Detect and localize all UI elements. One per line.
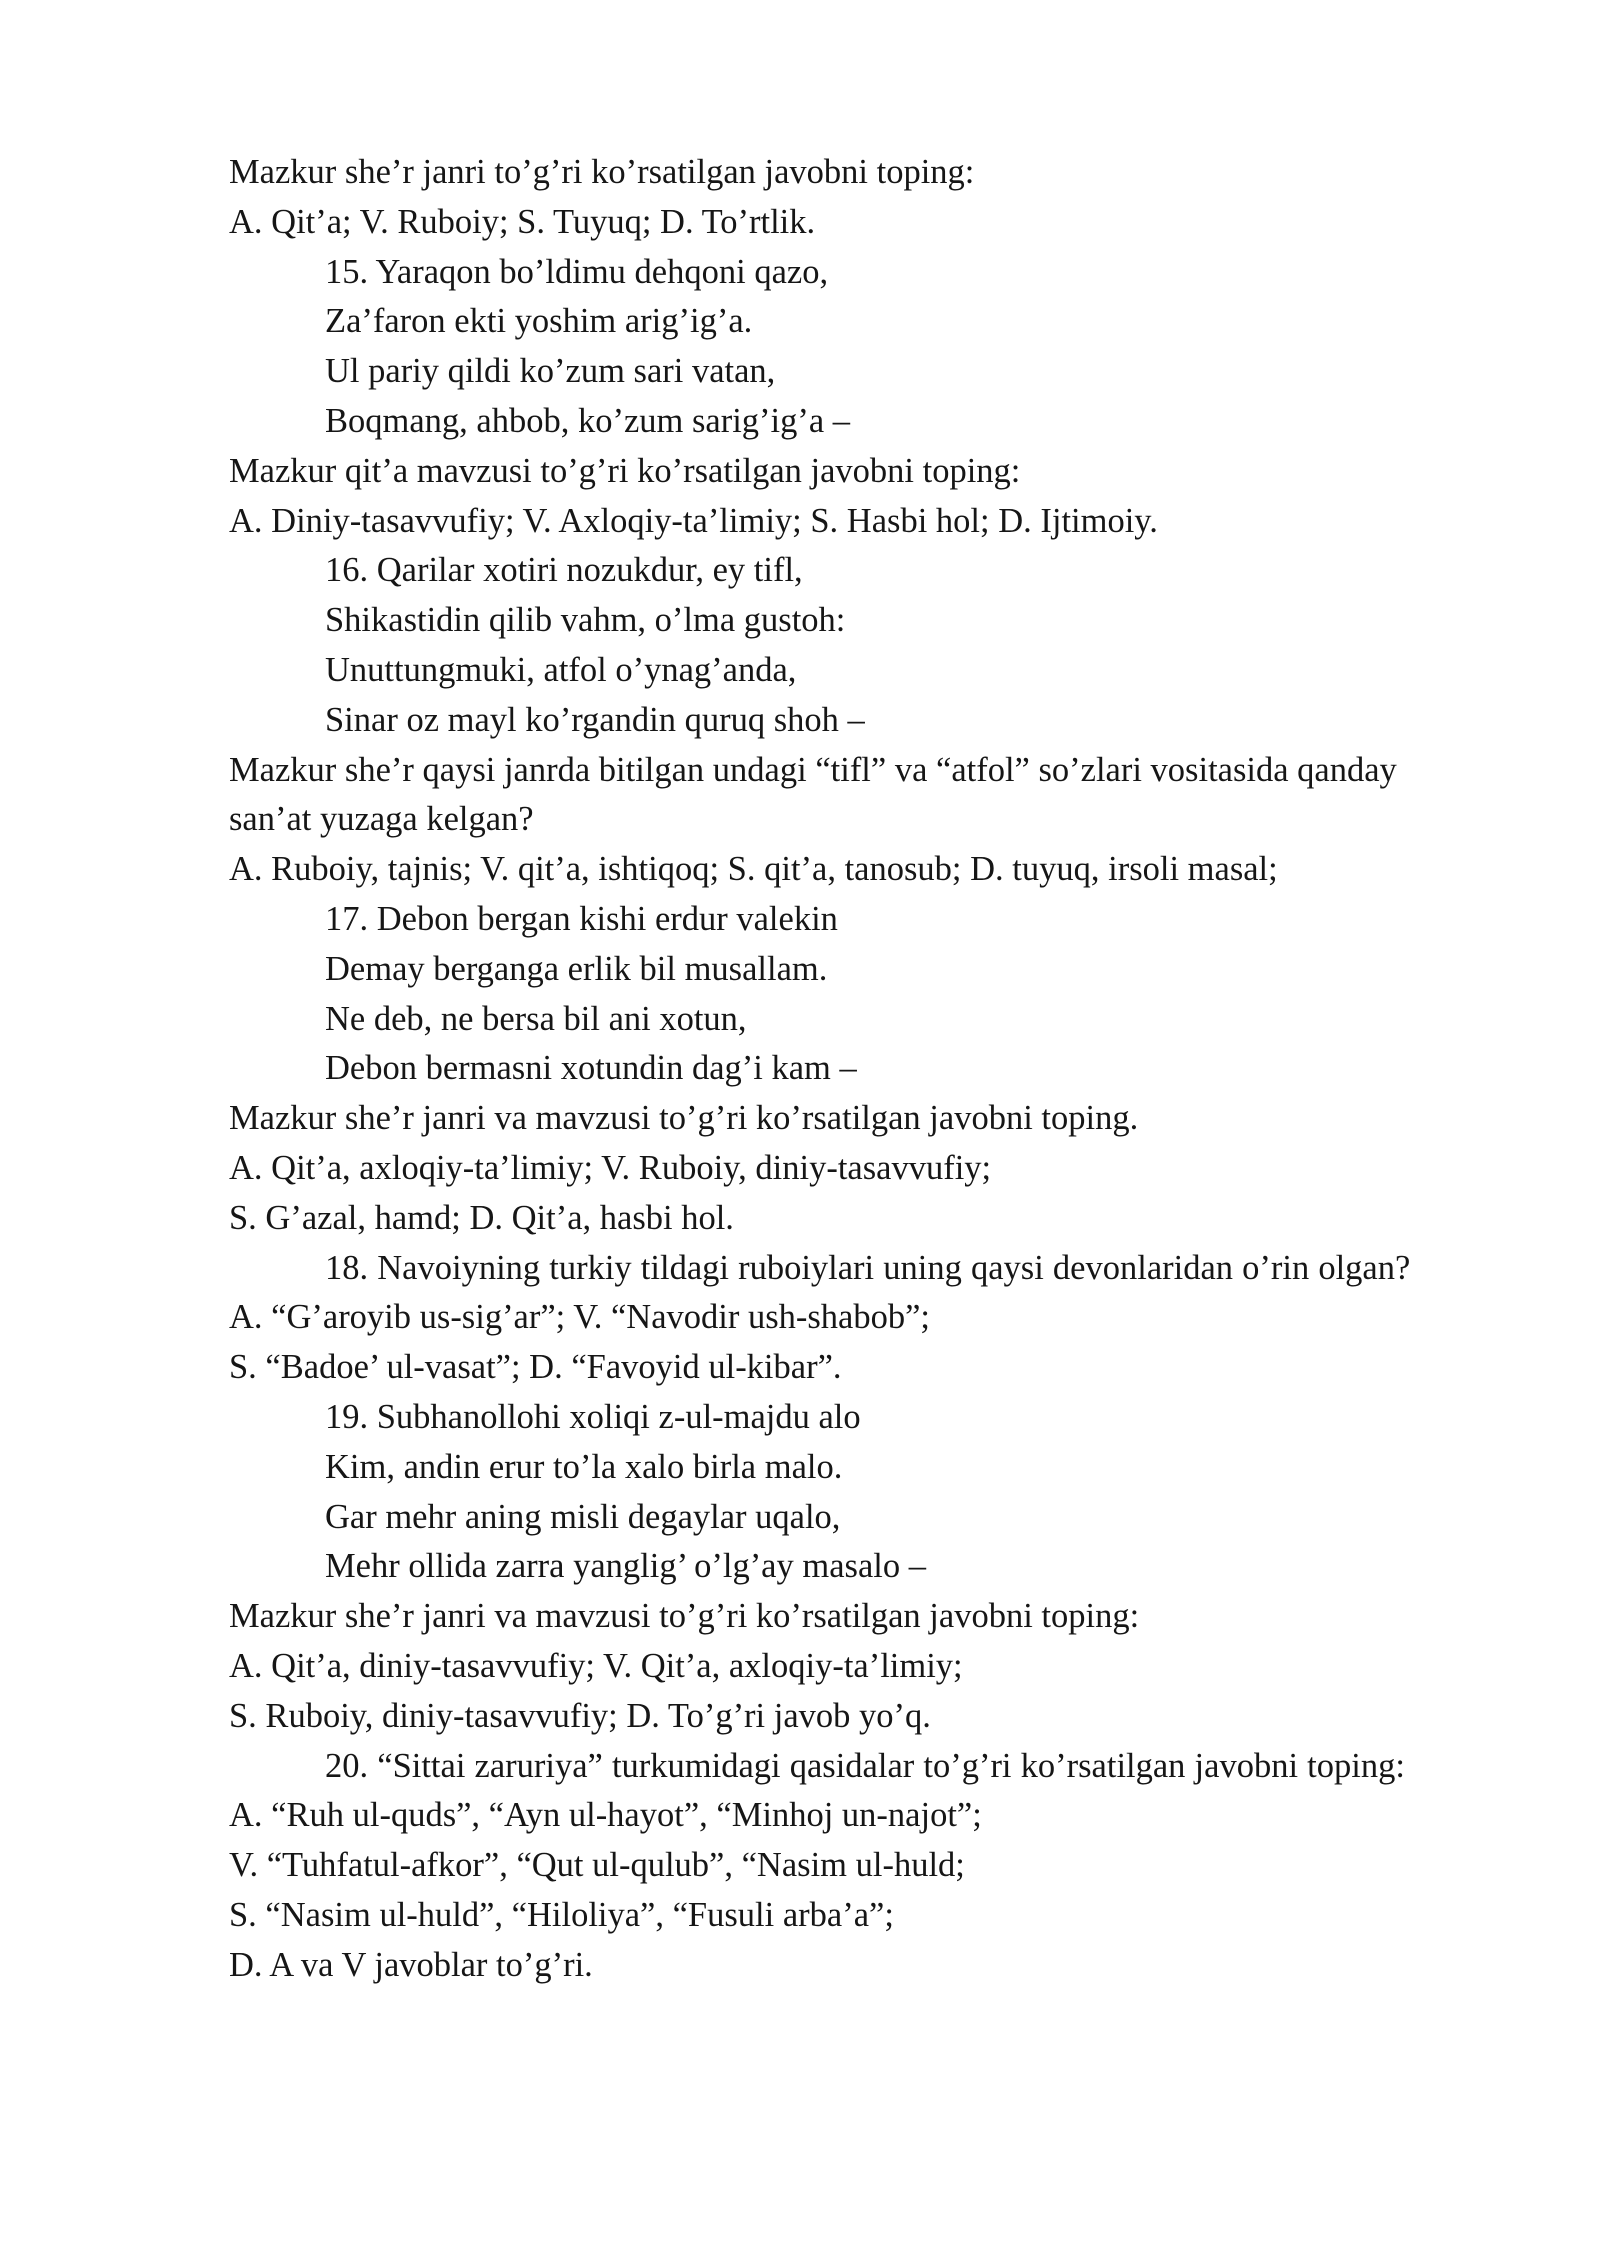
answer-options: A. Qit’a, axloqiy-ta’limiy; V. Ruboiy, diniy-tasavvufiy;: [229, 1148, 992, 1187]
question-prompt: Mazkur she’r janri va mavzusi to’g’ri ko’rsatilgan javobni toping.: [229, 1099, 1139, 1138]
verse-line: Debon bermasni xotundin dag’i kam –: [325, 1049, 857, 1088]
verse-line: Demay berganga erlik bil musallam.: [325, 949, 828, 988]
document-page: [229, 148, 1486, 1990]
question-prompt: Mazkur she’r janri to’g’ri ko’rsatilgan javobni toping:: [229, 153, 975, 191]
verse-line: 19. Subhanollohi xoliqi z-ul-majdu alo: [325, 1397, 861, 1436]
verse-line: Mehr ollida zarra yanglig’ o’lg’ay masalo –: [325, 1547, 926, 1586]
verse-line: 16. Qarilar xotiri nozukdur, ey tifl,: [325, 551, 803, 590]
verse-line: 17. Debon bergan kishi erdur valekin: [325, 899, 838, 938]
answer-options: A. “G’aroyib us-sig’ar”; V. “Navodir ush-shabob”;: [229, 1298, 931, 1337]
answer-options: A. Qit’a, diniy-tasavvufiy; V. Qit’a, axloqiy-ta’limiy;: [229, 1646, 963, 1685]
verse-line: Shikastidin qilib vahm, o’lma gustoh:: [325, 601, 846, 640]
verse-line: Sinar oz mayl ko’rgandin quruq shoh –: [325, 700, 865, 739]
verse-line: Ne deb, ne bersa bil ani xotun,: [325, 999, 747, 1038]
answer-options: S. G’azal, hamd; D. Qit’a, hasbi hol.: [229, 1198, 734, 1237]
answer-options: A. Ruboiy, tajnis; V. qit’a, ishtiqoq; S. qit’a, tanosub; D. tuyuq, irsoli masal;: [229, 850, 1278, 889]
answer-options: V. “Tuhfatul-afkor”, “Qut ul-qulub”, “Nasim ul-huld;: [229, 1846, 965, 1885]
verse-line: Kim, andin erur to’la xalo birla malo.: [325, 1447, 843, 1486]
question-paragraph: 18. Navoiyning turkiy tildagi ruboiylari uning qaysi devonlaridan o’rin olgan?: [325, 1248, 1411, 1287]
verse-line: 15. Yaraqon bo’ldimu dehqoni qazo,: [325, 252, 829, 291]
answer-options: S. “Badoe’ ul-vasat”; D. “Favoyid ul-kibar”.: [229, 1348, 842, 1387]
answer-options: A. Diniy-tasavvufiy; V. Axloqiy-ta’limiy; S. Hasbi hol; D. Ijtimoiy.: [229, 501, 1158, 540]
answer-options: S. “Nasim ul-huld”, “Hiloliya”, “Fusuli arba’a”;: [229, 1895, 894, 1934]
verse-line: Ul pariy qildi ko’zum sari vatan,: [325, 352, 776, 391]
question-prompt: Mazkur qit’a mavzusi to’g’ri ko’rsatilgan javobni toping:: [229, 451, 1021, 490]
answer-options: D. A va V javoblar to’g’ri.: [229, 1945, 593, 1984]
question-paragraph: 20. “Sittai zaruriya” turkumidagi qasidalar to’g’ri ko’rsatilgan javobni toping:: [325, 1746, 1405, 1785]
answer-options: A. “Ruh ul-quds”, “Ayn ul-hayot”, “Minhoj un-najot”;: [229, 1796, 982, 1835]
question-prompt: Mazkur she’r janri va mavzusi to’g’ri ko’rsatilgan javobni toping:: [229, 1597, 1140, 1636]
verse-line: Za’faron ekti yoshim arig’ig’a.: [325, 302, 753, 341]
verse-line: Boqmang, ahbob, ko’zum sarig’ig’a –: [325, 401, 851, 440]
question-prompt: Mazkur she’r qaysi janrda bitilgan undagi “tifl” va “atfol” so’zlari vositasida qanday san’at yuzaga kelgan?: [229, 750, 1397, 839]
answer-options: S. Ruboiy, diniy-tasavvufiy; D. To’g’ri javob yo’q.: [229, 1696, 931, 1735]
answer-options: A. Qit’a; V. Ruboiy; S. Tuyuq; D. To’rtlik.: [229, 202, 816, 241]
verse-line: Unuttungmuki, atfol o’ynag’anda,: [325, 650, 797, 689]
verse-line: Gar mehr aning misli degaylar uqalo,: [325, 1497, 841, 1536]
